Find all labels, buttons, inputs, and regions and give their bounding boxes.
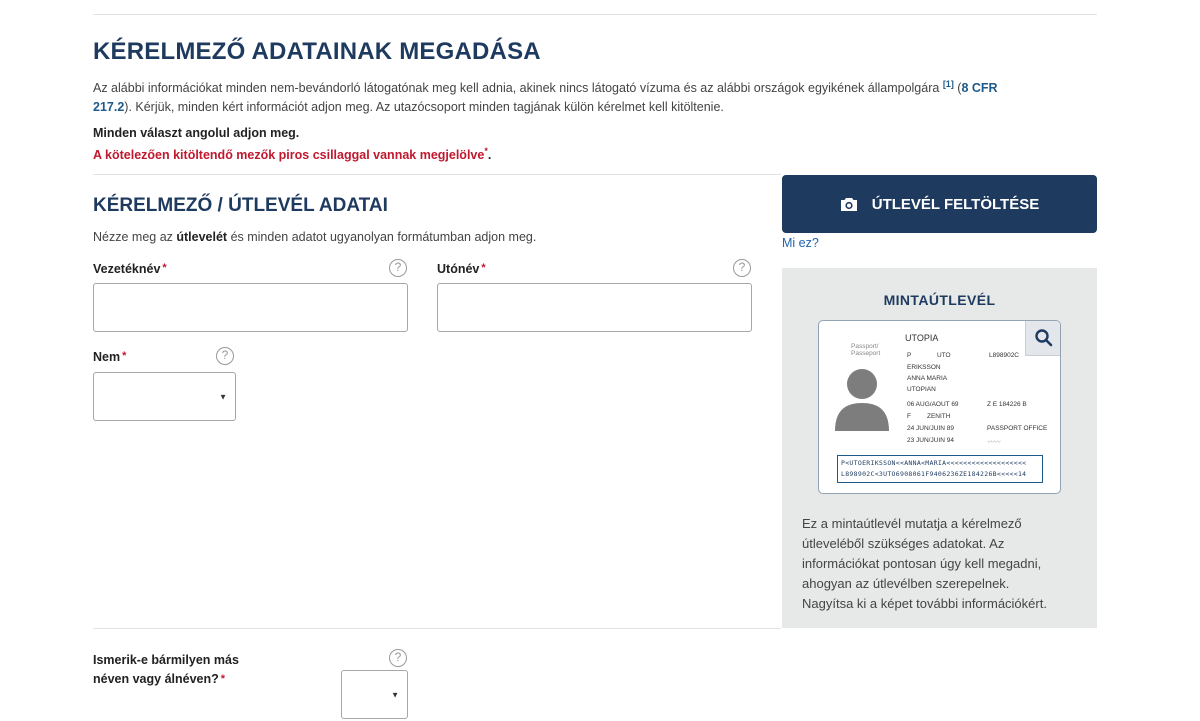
bottom-divider	[93, 628, 781, 629]
pp-personal-no: Z E 184226 B	[987, 401, 1027, 408]
cfr-link-1[interactable]: 8 CFR	[961, 81, 998, 96]
pp-issue-date: 24 JUN/JUIN 89	[907, 425, 954, 432]
intro-text-2: ). Kérjük, minden kért információt adjon meg. Az utazócsoport minden tagjának külön kérelmet kell kitöltenie.	[124, 100, 724, 115]
given-name-input[interactable]	[437, 283, 752, 332]
pp-place: ZENITH	[927, 413, 951, 420]
required-note-text: A kötelezően kitöltendő mezők piros csillaggal vannak megjelölve	[93, 148, 485, 162]
chevron-down-icon: ▼	[391, 690, 399, 699]
given-name-help-icon[interactable]: ?	[733, 259, 751, 277]
pp-signature: 〰〰	[987, 439, 1000, 446]
pp-passport-word-2: Passeport	[851, 350, 881, 357]
top-divider	[93, 14, 1097, 15]
pp-nationality: UTOPIAN	[907, 386, 936, 393]
gender-help-icon[interactable]: ?	[216, 347, 234, 365]
cfr-paren-open: (	[953, 81, 962, 96]
alias-required-star: *	[220, 673, 226, 685]
sample-description-line: Ez a mintaútlevél mutatja a kérelmező	[802, 516, 1022, 531]
cfr-link-2[interactable]: 217.2	[93, 100, 125, 115]
pp-dob: 06 AUG/AOUT 69	[907, 401, 959, 408]
required-note-period: .	[487, 148, 492, 162]
section-subtitle	[93, 230, 536, 244]
section-divider	[93, 174, 781, 175]
pp-expiry: 23 JUN/JUIN 94	[907, 437, 954, 444]
pp-sex: F	[907, 413, 911, 420]
given-name-required-star: *	[481, 262, 486, 274]
section-subtitle-bold: útlevelét	[176, 230, 228, 244]
pp-authority: PASSPORT OFFICE	[987, 425, 1048, 432]
alias-select[interactable]	[341, 670, 408, 719]
mrz-line-1: P<UTOERIKSSON<<ANNA<MARIA<<<<<<<<<<<<<<<<<<<	[841, 459, 1027, 467]
sample-description-line: útleveléből szükséges adatokat. Az	[802, 536, 1005, 551]
mrz-line-2: L898902C<3UTO6908061F9406236ZE184226B<<<<<14	[841, 470, 1027, 478]
surname-required-star: *	[162, 262, 167, 274]
sample-passport-title: MINTAÚTLEVÉL	[883, 292, 996, 308]
surname-label	[93, 262, 167, 276]
pp-code: UTO	[937, 352, 951, 359]
camera-icon	[840, 197, 858, 212]
pp-country: UTOPIA	[905, 333, 939, 343]
gender-label	[93, 350, 126, 364]
alias-label-line-1: Ismerik-e bármilyen más	[93, 653, 239, 667]
search-icon	[1026, 321, 1061, 355]
surname-label-text: Vezetéknév	[93, 262, 161, 276]
intro-text: Az alábbi információkat minden nem-bevándorló látogatónak meg kell adnia, akinek nincs látogató vízuma és az alábbi országok egyikének állampolgára	[93, 81, 940, 96]
given-name-label-text: Utónév	[437, 262, 480, 276]
pp-surname: ERIKSSON	[907, 364, 941, 371]
surname-help-icon[interactable]: ?	[389, 259, 407, 277]
intro-paragraph	[93, 75, 1097, 117]
alias-label	[93, 651, 239, 689]
section-title: KÉRELMEZŐ / ÚTLEVÉL ADATAI	[93, 195, 388, 216]
pp-type: P	[907, 352, 912, 359]
gender-select[interactable]	[93, 372, 236, 421]
pp-number: L898902C	[989, 352, 1019, 359]
gender-required-star: *	[122, 350, 127, 362]
pp-passport-word-1: Passport/	[851, 343, 879, 350]
upload-passport-button[interactable]	[782, 175, 1097, 233]
sample-description-line: információkat pontosan úgy kell megadni,	[802, 556, 1042, 571]
gender-label-text: Nem	[93, 350, 121, 364]
sample-description-line: Nagyítsa ki a képet további információkért.	[802, 596, 1047, 611]
zoom-button[interactable]	[1025, 321, 1061, 356]
sample-description	[802, 514, 1092, 614]
footnote-link[interactable]: [1]	[942, 79, 954, 89]
english-note: Minden választ angolul adjon meg.	[93, 126, 300, 140]
surname-input[interactable]	[93, 283, 408, 332]
sample-description-line: ahogyan az útlevélben szerepelnek.	[802, 576, 1010, 591]
alias-label-line-2: néven vagy álnéven?	[93, 672, 219, 686]
chevron-down-icon: ▼	[219, 392, 227, 401]
sample-passport-panel	[782, 268, 1097, 628]
required-note-star: *	[484, 146, 488, 156]
page-title: KÉRELMEZŐ ADATAINAK MEGADÁSA	[93, 38, 541, 65]
passport-mrz	[837, 455, 1043, 483]
alias-help-icon[interactable]: ?	[389, 649, 407, 667]
given-name-label	[437, 262, 486, 276]
section-subtitle-post: és minden adatot ugyanolyan formátumban adjon meg.	[227, 230, 537, 244]
required-note	[93, 146, 491, 164]
section-subtitle-pre: Nézze meg az	[93, 230, 177, 244]
pp-given-names: ANNA MARIA	[907, 375, 948, 382]
upload-button-label: ÚTLEVÉL FELTÖLTÉSE	[871, 195, 1040, 213]
passport-photo-silhouette-icon	[833, 365, 891, 431]
sample-passport-image[interactable]	[818, 320, 1061, 494]
what-is-this-link[interactable]: Mi ez?	[782, 236, 819, 250]
